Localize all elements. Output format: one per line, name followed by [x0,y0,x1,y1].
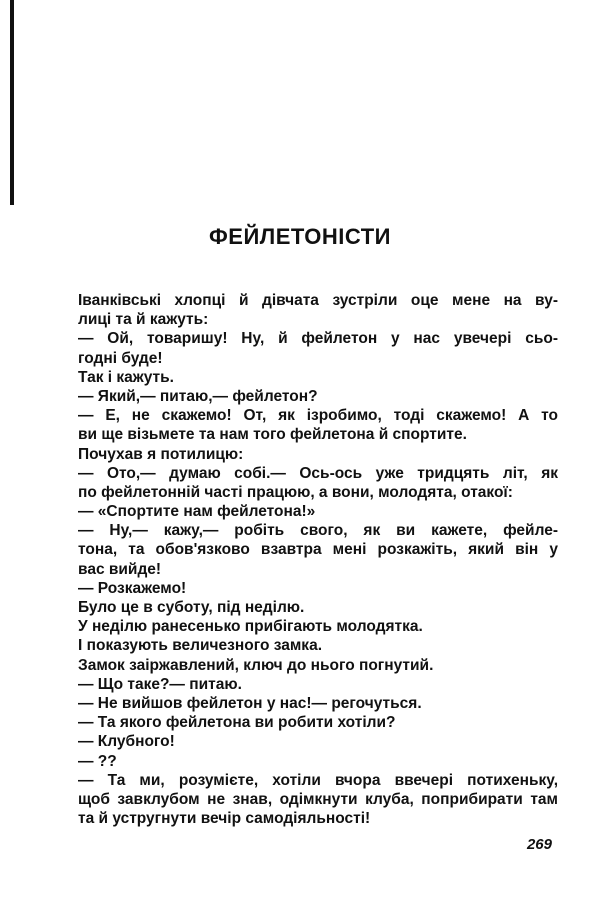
text-line: У неділю ранесенько прибігають молодятка. [78,618,423,636]
text-line: — Не вийшов фейлетон у нас!— регочуться. [78,694,422,712]
text-line: — Та якого фейлетона ви робити хотіли? [78,714,396,732]
text-line: тона, та обов'язково взавтра мені розкажіть, який він у [78,541,558,559]
text-line: Іванківські хлопці й дівчата зустріли оце мене на ву- [78,292,558,309]
text-line: — Ну,— кажу,— робіть свого, як ви кажете, фейле- [78,522,558,540]
text-line: — «Спортите нам фейлетона!» [78,503,316,521]
text-line: — Клубного! [78,733,175,751]
text-line: та й устругнути вечір самодіяльності! [78,810,371,828]
page-number: 269 [526,836,552,853]
text-line: Почухав я потилицю: [78,445,244,463]
text-line: — Ой, товаришу! Ну, й фейлетон у нас увечері сьо- [78,330,558,348]
body-text [78,291,558,828]
text-line: по фейлетонній часті працюю, а вони, молодята, отакої: [78,483,513,501]
text-line: Було це в суботу, під неділю. [78,599,305,616]
text-line: — ?? [78,752,117,770]
text-line: — Розкажемо! [78,579,187,597]
text-line: вас вийде! [78,560,162,578]
margin-scan-mark [10,0,14,205]
page-title: ФЕЙЛЕТОНІСТИ [209,224,391,249]
text-line: лиці та й кажуть: [78,311,209,329]
text-line: — Ото,— думаю собі.— Ось-ось уже тридцять літ, як [78,464,558,482]
text-line: годні буде! [78,349,163,367]
text-line: І показують величезного замка. [78,637,322,655]
text-line: — Та ми, розумієте, хотіли вчора ввечері потихеньку, [78,771,558,789]
text-line: Замок заіржавлений, ключ до нього погнутий. [78,656,434,674]
text-line: — Який,— питаю,— фейлетон? [78,387,318,405]
text-line: — Що таке?— питаю. [78,675,242,693]
text-line: ви ще візьмете та нам того фейлетона й спортите. [78,426,467,444]
text-line: щоб завклубом не знав, одімкнути клуба, поприбирати там [78,790,558,808]
text-line: — Е, не скажемо! От, як ізробимо, тоді скажемо! А то [78,407,558,425]
text-line: Так і кажуть. [78,368,174,386]
